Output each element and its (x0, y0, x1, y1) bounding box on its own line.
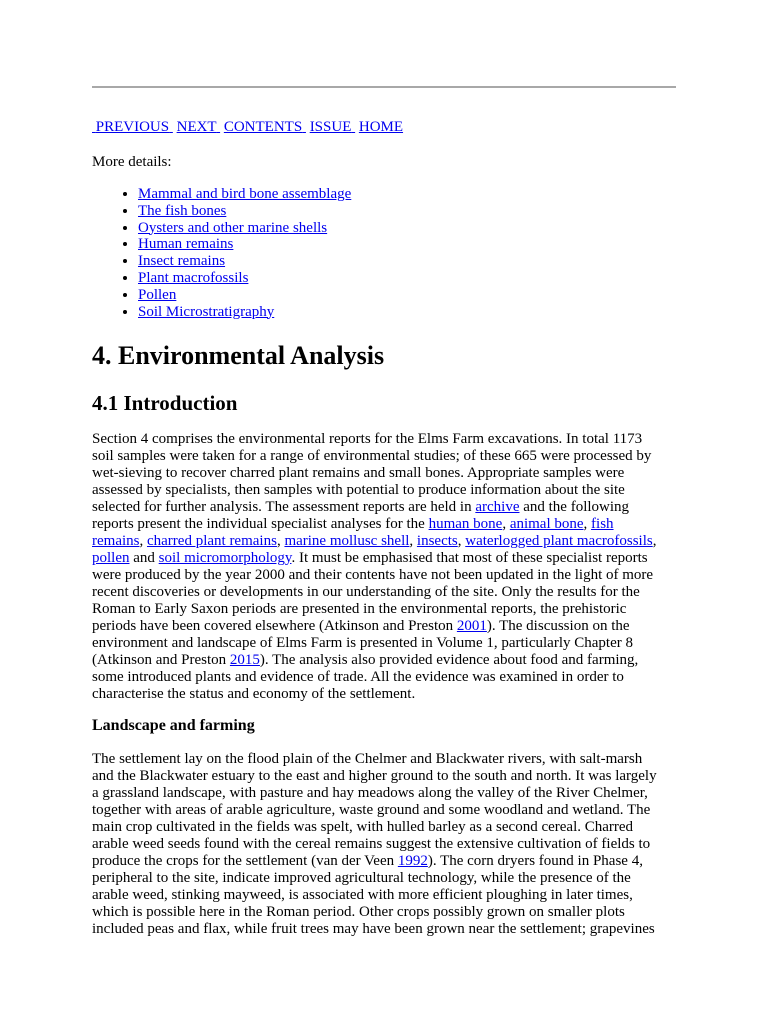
section-heading-introduction: 4.1 Introduction (92, 391, 238, 415)
nav-previous-label: PREVIOUS (95, 119, 170, 135)
human-bone-link[interactable]: human bone (428, 516, 503, 532)
fish-remains-link-part2[interactable]: remains (92, 533, 140, 549)
soil-micromorphology-link[interactable]: soil micromorphology (158, 550, 292, 566)
paragraph-line: (Atkinson and Preston 2015). The analysis also provided evidence about food and farming, (92, 652, 639, 668)
nav-issue-label: ISSUE (309, 119, 352, 135)
paragraph-line: a grassland landscape, with pasture and hay meadows along the valley of the River Chelmer, (92, 785, 648, 801)
pollen-report-link[interactable]: pollen (92, 550, 130, 566)
more-details-label: More details: (92, 154, 172, 170)
paragraph-line: recent discoveries or developments in our understanding of the site. Only the results for the (92, 584, 640, 600)
pollen-link[interactable]: Pollen (138, 286, 177, 303)
navigation-bar (92, 117, 403, 137)
nav-home-link[interactable] (359, 119, 403, 135)
paragraph-line: remains, charred plant remains, marine mollusc shell, insects, waterlogged plant macrofossils, (92, 533, 657, 549)
paragraph-line: periods have been covered elsewhere (Atkinson and Preston 2001). The discussion on the (92, 618, 630, 634)
reference-2001-link[interactable]: 2001 (456, 618, 487, 634)
nav-home-label: HOME (358, 119, 404, 135)
paragraph-line: environment and landscape of Elms Farm is presented in Volume 1, particularly Chapter 8 (92, 635, 633, 651)
paragraph-line: Section 4 comprises the environmental reports for the Elms Farm excavations. In total 1173 (92, 431, 643, 447)
list-item (138, 220, 351, 237)
nav-next-link[interactable] (177, 119, 220, 135)
paragraph-line: selected for further analysis. The assessment reports are held in archive and the following (92, 499, 630, 515)
paragraph-line: main crop cultivated in the fields was spelt, with hulled barley as a second cereal. Charred (92, 819, 634, 835)
section-heading-landscape: Landscape and farming (92, 717, 255, 734)
paragraph-line: pollen and soil micromorphology. It must be emphasised that most of these specialist reports (92, 550, 648, 566)
marine-mollusc-shell-link[interactable]: marine mollusc shell (284, 533, 410, 549)
paragraph-line: produce the crops for the settlement (van der Veen 1992). The corn dryers found in Phase 4, (92, 853, 643, 869)
details-link-list (92, 186, 351, 320)
horizontal-rule (92, 86, 676, 88)
paragraph-line: included peas and flax, while fruit trees may have been grown near the settlement; grapevines (92, 921, 655, 937)
paragraph-line: arable weed seeds found with the cereal remains suggest the extensive cultivation of fields to (92, 836, 651, 852)
nav-contents-link[interactable] (224, 119, 306, 135)
nav-previous-link[interactable] (92, 119, 173, 135)
paragraph-line: soil samples were taken for a range of environmental studies; of these 665 were processed by (92, 448, 652, 464)
paragraph-line: Roman to Early Saxon periods are presented in the environmental reports, the prehistoric (92, 601, 627, 617)
paragraph-line: were produced by the year 2000 and their contents have not been updated in the light of more (92, 567, 654, 583)
paragraph-line: which is possible here in the Roman period. Other crops possibly grown on smaller plots (92, 904, 625, 920)
landscape-paragraph (92, 751, 682, 938)
paragraph-line: reports present the individual specialist analyses for the human bone, animal bone, fish (92, 516, 614, 532)
list-item (138, 186, 351, 203)
paragraph-line: peripheral to the site, indicate improved agricultural technology, while the presence of the (92, 870, 631, 886)
paragraph-line: arable weed, stinking mayweed, is associated with more efficient ploughing in later times, (92, 887, 633, 903)
nav-next-label: NEXT (176, 119, 217, 135)
paragraph-line: The settlement lay on the flood plain of the Chelmer and Blackwater rivers, with salt-marsh (92, 751, 643, 767)
list-item (138, 304, 351, 321)
paragraph-line: characterise the status and economy of the settlement. (92, 686, 416, 702)
paragraph-line: some introduced plants and evidence of trade. All the evidence was examined in order to (92, 669, 624, 685)
nav-contents-label: CONTENTS (223, 119, 303, 135)
list-item (138, 236, 351, 253)
oysters-shells-link[interactable]: Oysters and other marine shells (138, 219, 328, 236)
charred-plant-remains-link[interactable]: charred plant remains (146, 533, 277, 549)
paragraph-line: assessed by specialists, then samples with potential to produce information about the site (92, 482, 625, 498)
animal-bone-link[interactable]: animal bone (509, 516, 584, 532)
list-item (138, 203, 351, 220)
fish-remains-link-part1[interactable]: fish (591, 516, 614, 532)
human-remains-link[interactable]: Human remains (138, 236, 234, 253)
introduction-paragraph (92, 431, 682, 703)
paragraph-line: and the Blackwater estuary to the east and higher ground to the south and north. It was largely (92, 768, 657, 784)
insects-link[interactable]: insects (416, 533, 458, 549)
soil-microstratigraphy-link[interactable]: Soil Microstratigraphy (138, 303, 275, 320)
list-item (138, 253, 351, 270)
archive-link[interactable]: archive (475, 499, 520, 515)
plant-macrofossils-link[interactable]: Plant macrofossils (138, 269, 249, 286)
fish-bones-link[interactable]: The fish bones (138, 202, 227, 219)
mammal-bird-bone-link[interactable]: Mammal and bird bone assemblage (138, 186, 352, 202)
paragraph-line: wet-sieving to recover charred plant remains and small bones. Appropriate samples were (92, 465, 625, 481)
list-item (138, 287, 351, 304)
page-title: 4. Environmental Analysis (92, 341, 385, 370)
insect-remains-link[interactable]: Insect remains (138, 253, 226, 270)
nav-issue-link[interactable] (310, 119, 355, 135)
reference-2015-link[interactable]: 2015 (229, 652, 260, 668)
list-item (138, 270, 351, 287)
paragraph-line: together with areas of arable agriculture, waste ground and some woodland and wetland. The (92, 802, 651, 818)
reference-1992-link[interactable]: 1992 (397, 853, 428, 869)
waterlogged-plant-macrofossils-link[interactable]: waterlogged plant macrofossils (465, 533, 653, 549)
